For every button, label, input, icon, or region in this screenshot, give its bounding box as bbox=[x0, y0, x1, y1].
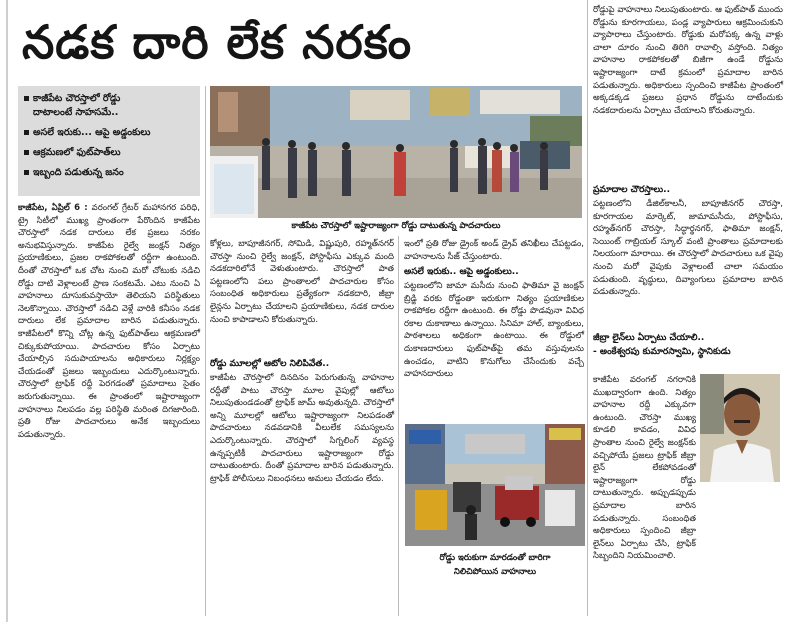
column-1-text: వరంగల్ గ్రేటర్ మహానగర పరిధి, ట్రై సిటీలో ముఖ్య ప్రాంతంగా పేరొందిన కాజీపేట చౌరస్తాలో నడక దారులు లేక ప్రజలు నరకం అనుభవిస్తున్నారు. కాజీపేట రైల్వే జంక్షన్ నిత్యం ప్రయాణికులు, ప్రజల రాకపోకలతో రద్దీగా ఉంటుంది. దీంతో చౌరస్తాలో ఒక చోట నుంచి మరో చోటుకు నడిచి రోడ్డు దాటి వెళ్లాలంటే ప్రాణ సంకటమే. ఎటు నుంచి ఏ వాహనాలు దూసుకువస్తాయో తెలియని పరిస్థితులు నెలకొన్నాయి. చౌరస్తాలో నడిచి వెళ్లే వారికి కనీసం నడక దారులు లేక ప్రమాదాల బారిన పడుతున్నారు. కాజీపేటలో కొన్ని చోట్ల ఉన్న ఫుట్‌పాత్‌లు ఆక్రమణలో చిక్కుకుపోయాయి. పాదచారుల కోసం ఏర్పాటు చేయాల్సిన సదుపాయాలను అధికారులు నిర్లక్ష్యం చేయడంతో ప్రజలు ఇబ్బందులు ఎదుర్కొంటున్నారు. చౌరస్తాలో ట్రాఫిక్ రద్దీ పెరగడంతో ప్రమాదాలు సైతం జరుగుతున్నాయి. ఈ ప్రాంతంలో ఇష్టారాజ్యంగా వాహనాలు నిలపడం వల్ల పరిస్థితి మరింత దిగజారింది. ప్రతి రోజు పాదచారులు అనేక ఇబ్బందులు పడుతున్నారు. bbox=[18, 203, 200, 440]
column-rule bbox=[587, 0, 588, 616]
article-column-4 bbox=[593, 4, 783, 182]
highlight-item: దాటాలంటే సాహసమే.. bbox=[33, 107, 119, 118]
photo2-caption-line2: నిలిచిపోయిన వాహనాలు bbox=[453, 567, 537, 577]
quote-author: - అంకేశ్వరపు కుమారస్వామి, స్థానికుడు bbox=[593, 347, 731, 357]
person-portrait bbox=[700, 374, 780, 482]
street-photo-pedestrians bbox=[210, 86, 582, 218]
article-column-4-cont bbox=[593, 198, 783, 330]
subheading-zebra-lines: జీబ్రా లైన్‌లు ఏర్పాటు చేయాలి.. bbox=[593, 333, 705, 343]
traffic-photo bbox=[405, 424, 585, 546]
quote-text: కాజీపేట వరంగల్ నగరానికి ముఖద్వారంగా ఉంది. నిత్యం వాహనాల రద్దీ ఎక్కువగా ఉంటుంది. చౌరస్తా ముఖ్య కూడలి కావడం, వివిధ ప్రాంతాల నుంచి రైల్వే జంక్షన్‌కు వచ్చిపోయే ప్రజలు ట్రాఫిక్ జీబ్రా లైన్ లేకపోవడంతో ఇష్టారాజ్యంగా రోడ్డు దాటుతున్నారు. అప్పుడప్పుడు ప్రమాదాల బారిన పడుతున్నారు. సంబంధిత అధికారులు స్పందించి జీబ్రా లైన్‌లు ఏర్పాటు చేసి, ట్రాఫిక్ సిబ్బందిని నియమించాలి. bbox=[593, 375, 696, 562]
photo2-caption-line1: రోడ్డు ఇరుకుగా మారడంతో బారిగా bbox=[439, 553, 551, 563]
column-4-text-2: పట్టణంలోని డీజిల్‌కాలనీ, బాపూజీనగర్ చౌరస్తా, కూరగాయల మార్కెట్, జామామసీదు, పోస్టాఫీసు, రహ్మత్‌నగర్ చౌరస్తా, సిద్ధార్థనగర్, ఫాతిమా జంక్షన్, సెయింట్ గాబ్రియల్ స్కూల్ వంటి ప్రాంతాలు ప్రమాదాలకు నిలయంగా మారాయి. ఈ చౌరస్తాలో పాదచారులు ఒక వైపు నుంచి మరో వైపుకు వెళ్లాలంటే చాలా సమయం పడుతుంది. వృద్ధులు, దివ్యాంగులు ప్రమాదాల బారిన పడుతున్నారు. bbox=[593, 199, 783, 298]
quote-text-left bbox=[593, 374, 696, 562]
highlight-item: ఇబ్బంది పడుతున్న జనం bbox=[24, 166, 196, 179]
subheading-accident-junctions: ప్రమాదాల చౌరస్తాలు.. bbox=[593, 185, 671, 195]
highlight-item: అసలే ఇరుకు... ఆపై అడ్డంకులు bbox=[24, 126, 196, 139]
highlight-item: ఆక్రమణలో ఫుట్‌పాత్‌లు bbox=[24, 146, 196, 159]
dateline: కాజీపేట, ఏప్రిల్ 6 : bbox=[18, 203, 88, 213]
article-column-1 bbox=[18, 202, 200, 618]
page-edge-rule bbox=[6, 0, 8, 622]
article-column-3 bbox=[404, 238, 584, 266]
headline: నడక దారి లేక నరకం bbox=[22, 15, 413, 69]
column-rule bbox=[205, 86, 206, 616]
highlight-item: కాజీపేట చౌరస్తాలో రోడ్డు bbox=[24, 92, 196, 105]
highlights-box bbox=[18, 86, 200, 196]
subheading-auto-parking: రోడ్డు మూలల్లో ఆటోల నిలిపివేత.. bbox=[210, 359, 330, 369]
photo1-caption: కాజీపేట చౌరస్తాలో ఇష్టారాజ్యంగా రోడ్డు దాటుతున్న పాదచారులు bbox=[291, 221, 501, 231]
column-3-text: ఇంలో ప్రతి రోజు డ్రైంక్ అండ్ డ్రైవ్ తనిఖీలు చేపట్టడం, వాహనాలను సీజ్ చేస్తుంటారు. bbox=[404, 239, 584, 262]
traffic-photo-illustration bbox=[405, 424, 585, 546]
column-4-text: రోడ్డుపై వాహనాలు నిలుపుతుంటారు. ఆ ఫుట్‌పాత్ ముందు రోడ్డును కూరగాయలు, పండ్ల వ్యాపారులు ఆక్రమించుకుని వ్యాపారాలు చేస్తుంటారు. రోడ్డుకు మరోపక్క ఉన్న వాళ్లు చాలా దూరం నుంచి తిరిగి రావాల్సి వస్తోంది. నిత్యం వాహనాల రాకపోకలతో బిజీగా ఉండే రోడ్డును ఇష్టారాజ్యంగా దాటే క్రమంలో ప్రమాదాల బారిన పడుతున్నారు. అధికారులు స్పందించి కాజీపేట ప్రాంతంలో అక్కడక్కడ ప్రజలు ప్రధాన రోడ్డును దాటేందుకు నడకదారులను ఏర్పాటు చేయాలని కోరుతున్నారు. bbox=[593, 5, 783, 116]
column-3-text-2: పట్టణంలోని జామా మసీదు నుంచి ఫాతిమా వై జంక్షన్ బ్రిడ్జి వరకు రోడ్డంతా ఇరుకుగా నిత్యం ప్రయాణికుల రాకపోకల రద్దీగా ఉంటుంది. ఈ రోడ్డు పొడవునా వివిధ రకాల దుకాణాలు ఉన్నాయి. సినిమా హాల్, బ్యాంకులు, పాఠశాలలు అధికంగా ఉంటాయి. ఈ రోడ్డులో దుకాణదారులు ఫుట్‌పాత్‌పై తమ వస్తువులను ఉంచడం, వాటిని కొనుగోలు చేసేందుకు వచ్చే వాహనదారులు bbox=[404, 281, 584, 380]
column-2-text-2: కాజీపేట చౌరస్తాలో దినదినం పెరుగుతున్న వాహనాల రద్దీతో పాటు చౌరస్తా మూల వైపుల్లో ఆటోలు నిలుపుతుండడంతో ట్రాఫిక్ జామ్ అవుతున్నది. చౌరస్తాలో అన్ని మూలల్లో ఆటోలు ఇష్టారాజ్యంగా నిలపడంతో పాదచారులు నడవడానికి వీలులేక సమస్యలను ఎదుర్కొంటున్నారు. చౌరస్తాలో సిగ్నలింగ్ వ్యవస్థ ఉన్నప్పటికీ పాదచారులు ఇష్టారాజ్యంగా రోడ్డు దాటుతుంటారు. దీంతో ప్రమాదాల బారిన పడుతున్నారు. ట్రాఫిక్ పోలీసులు నిబంధనలు అమలు చేయడం లేదు. bbox=[210, 373, 394, 484]
article-column-2-cont bbox=[210, 372, 394, 618]
street-photo-illustration bbox=[210, 86, 582, 218]
column-2-text: కోళ్లలు, బాపూజీనగర్, సోమిడి, విష్ణుపురి, రహ్మత్‌నగర్ చౌరస్తా నుంచి రైల్వే జంక్షన్, పోస్టాఫీసు ఎక్కువ మంది నడకదారిలోనే వెళుతుంటారు. చౌరస్తాలో పాత పట్టణంలోని పలు ప్రాంతాలలో పాదచారుల కోసం సంబంధిత అధికారులు ప్రత్యేకంగా నడకదారి, జీబ్రా లైన్లను ఏర్పాటు చేయాలని ప్రయాణికులు, నడక దారుల నుంచి కాపాడాలని కోరుతున్నారు. bbox=[210, 239, 394, 325]
column-rule bbox=[398, 236, 399, 616]
portrait-illustration bbox=[700, 374, 780, 482]
article-column-3-cont bbox=[404, 280, 584, 420]
subheading-narrow-road: అసలే ఇరుకు.. ఆపై అడ్డంకులు.. bbox=[404, 267, 519, 277]
article-column-2 bbox=[210, 238, 394, 356]
